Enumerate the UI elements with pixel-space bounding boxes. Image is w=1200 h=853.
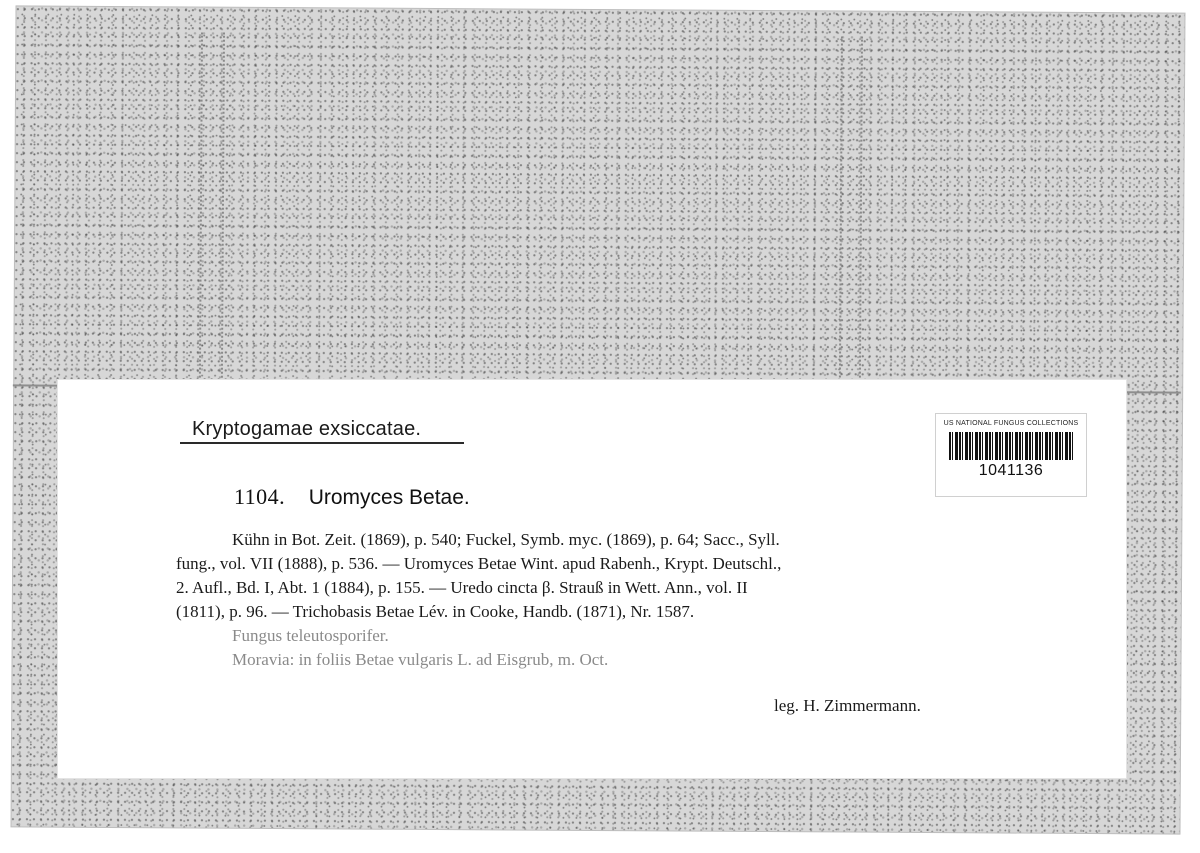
locality-line: Moravia: in foliis Betae vulgaris L. ad Eisgrub, m. Oct. xyxy=(232,650,609,669)
fold-line xyxy=(839,36,843,396)
packet-top-flap xyxy=(13,6,1183,393)
label-body xyxy=(176,528,1028,672)
collector-line: leg. H. Zimmermann. xyxy=(774,696,921,715)
fold-line xyxy=(221,33,225,393)
barcode xyxy=(949,432,1073,460)
entry-heading xyxy=(234,484,470,510)
species-name: Uromyces Betae. xyxy=(308,486,470,509)
citation-line: 2. Aufl., Bd. I, Abt. 1 (1884), p. 155. — Uredo cincta β. Strauß in Wett. Ann., vol. II xyxy=(176,578,748,597)
series-title-underline xyxy=(180,442,464,444)
description-line: Fungus teleutosporifer. xyxy=(232,626,389,645)
barcode-label xyxy=(936,414,1086,496)
citation-line: fung., vol. VII (1888), p. 536. — Uromyces Betae Wint. apud Rabenh., Krypt. Deutschl., xyxy=(176,554,782,573)
fold-line xyxy=(199,33,203,393)
fold-line xyxy=(859,37,863,397)
entry-number: 1104. xyxy=(234,484,286,509)
citation-line: (1811), p. 96. — Trichobasis Betae Lév. in Cooke, Handb. (1871), Nr. 1587. xyxy=(176,602,695,621)
series-title: Kryptogamae exsiccatae. xyxy=(192,418,422,440)
citation-line: Kühn in Bot. Zeit. (1869), p. 540; Fuckel, Symb. myc. (1869), p. 64; Sacc., Syll. xyxy=(232,530,780,549)
collection-name: US NATIONAL FUNGUS COLLECTIONS xyxy=(943,420,1079,427)
specimen-label xyxy=(58,380,1126,778)
catalog-number: 1041136 xyxy=(978,462,1044,479)
